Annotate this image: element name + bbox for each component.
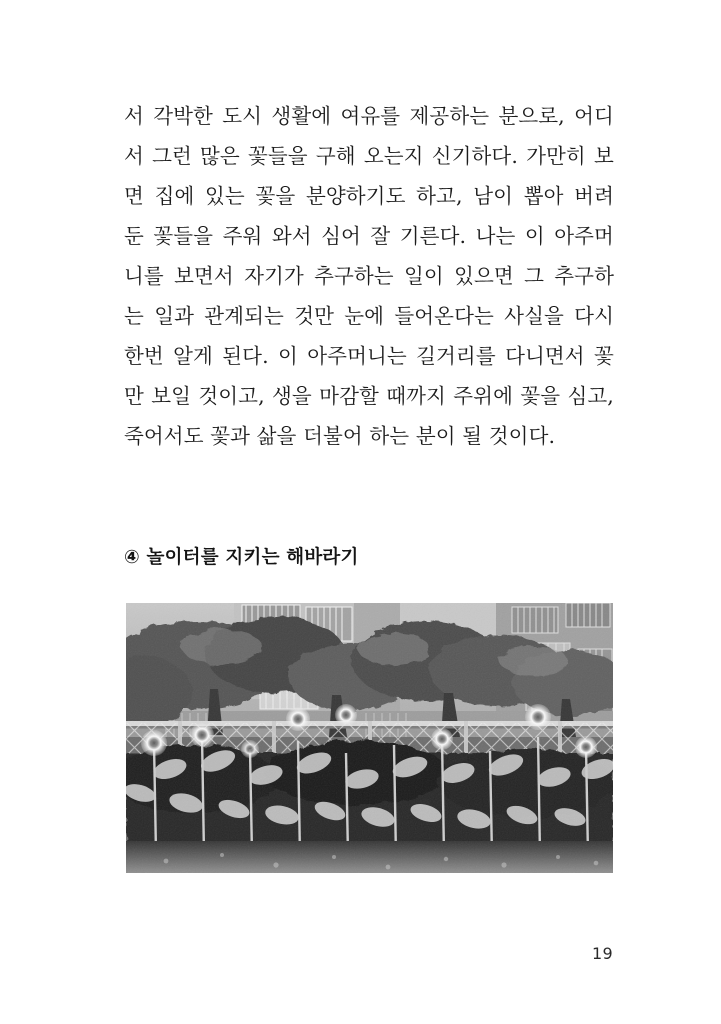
text-line <box>124 216 614 256</box>
text-segment: 꽃들을 <box>248 144 308 168</box>
body-paragraph <box>124 96 614 456</box>
text-segment: 아주머니는 <box>307 344 407 368</box>
text-line <box>124 176 614 216</box>
text-segment: 꽃 <box>594 344 614 368</box>
text-segment: 서 <box>124 144 144 168</box>
text-segment: 니를 <box>124 264 164 288</box>
text-segment: 꽃을 <box>520 384 561 408</box>
text-segment: 꽃들을 <box>153 224 214 248</box>
text-segment: 이 <box>524 224 545 248</box>
text-segment: 생활에 <box>271 104 332 128</box>
photo-illustration <box>126 603 613 873</box>
text-segment: 들어온다는 <box>394 304 494 328</box>
text-segment: 분양하기도 <box>305 184 406 208</box>
text-segment: 많은 <box>200 144 240 168</box>
text-line <box>124 376 614 416</box>
text-segment: 잘 <box>370 224 391 248</box>
text-segment: 는 <box>124 304 144 328</box>
text-segment: 오는지 <box>363 144 424 168</box>
text-segment: 아주머 <box>554 224 614 248</box>
text-segment: 심어 <box>321 224 361 248</box>
text-segment: 한번 <box>124 344 164 368</box>
text-segment: 서 <box>124 104 144 128</box>
text-segment: 제공하는 <box>409 104 490 128</box>
text-segment: 다시 <box>574 304 614 328</box>
text-segment: 분으로, <box>498 104 565 128</box>
text-segment: 꽃을 <box>255 184 296 208</box>
text-segment: 와서 <box>271 224 312 248</box>
text-segment: 생을 <box>272 384 312 408</box>
text-segment: 추구하는 <box>314 264 394 288</box>
text-segment: 눈에 <box>344 304 385 328</box>
text-segment: 버려 <box>574 184 614 208</box>
text-segment: 관계되는 <box>204 304 284 328</box>
sunflower-photo <box>126 603 613 873</box>
text-line <box>124 256 614 296</box>
text-segment: 각박한 <box>153 104 213 128</box>
text-segment: 때까지 <box>386 384 446 408</box>
text-segment: 자기가 <box>244 264 304 288</box>
text-segment: 면 <box>124 184 144 208</box>
text-segment: 구해 <box>315 144 356 168</box>
text-line <box>124 296 614 336</box>
text-line <box>124 336 614 376</box>
text-segment: 있으면 <box>454 264 514 288</box>
text-segment: 나는 <box>475 224 516 248</box>
text-segment: 죽어서도 꽃과 삶을 더불어 하는 분이 될 것이다. <box>124 424 556 448</box>
text-segment: 보일 <box>151 384 192 408</box>
text-segment: 다니면서 <box>505 344 585 368</box>
text-line <box>124 416 614 456</box>
text-segment: 추구하 <box>554 264 614 288</box>
text-segment: 일이 <box>404 264 444 288</box>
text-segment: 이 <box>278 344 298 368</box>
text-segment: 만 <box>124 384 144 408</box>
text-segment: 보면서 <box>174 264 234 288</box>
text-segment: 도시 <box>222 104 263 128</box>
text-segment: 기른다. <box>399 224 467 248</box>
text-segment: 그 <box>524 264 544 288</box>
text-segment: 일과 <box>154 304 194 328</box>
text-segment: 뽑아 <box>523 184 564 208</box>
text-segment: 것만 <box>294 304 334 328</box>
text-segment: 길거리를 <box>416 344 496 368</box>
text-segment: 알게 <box>173 344 213 368</box>
text-segment: 주위에 <box>453 384 513 408</box>
text-segment: 남이 <box>473 184 514 208</box>
text-segment: 있는 <box>205 184 245 208</box>
text-segment: 그런 <box>152 144 192 168</box>
text-segment: 어디 <box>574 104 614 128</box>
text-segment: 마감할 <box>319 384 379 408</box>
section-heading: ④ 놀이터를 지키는 해바라기 <box>124 547 359 568</box>
text-segment: 것이고, <box>198 384 265 408</box>
text-line <box>124 96 614 136</box>
text-segment: 여유를 <box>340 104 401 128</box>
text-segment: 하고, <box>416 184 463 208</box>
text-segment: 주워 <box>222 224 263 248</box>
page-number: 19 <box>592 944 613 963</box>
text-segment: 심고, <box>567 384 614 408</box>
text-segment: 가만히 <box>526 144 586 168</box>
text-segment: 사실을 <box>504 304 564 328</box>
text-segment: 신기하다. <box>431 144 518 168</box>
text-segment: 보 <box>593 144 614 168</box>
text-segment: 둔 <box>124 224 144 248</box>
text-line <box>124 136 614 176</box>
text-segment: 된다. <box>222 344 269 368</box>
text-segment: 집에 <box>154 184 195 208</box>
